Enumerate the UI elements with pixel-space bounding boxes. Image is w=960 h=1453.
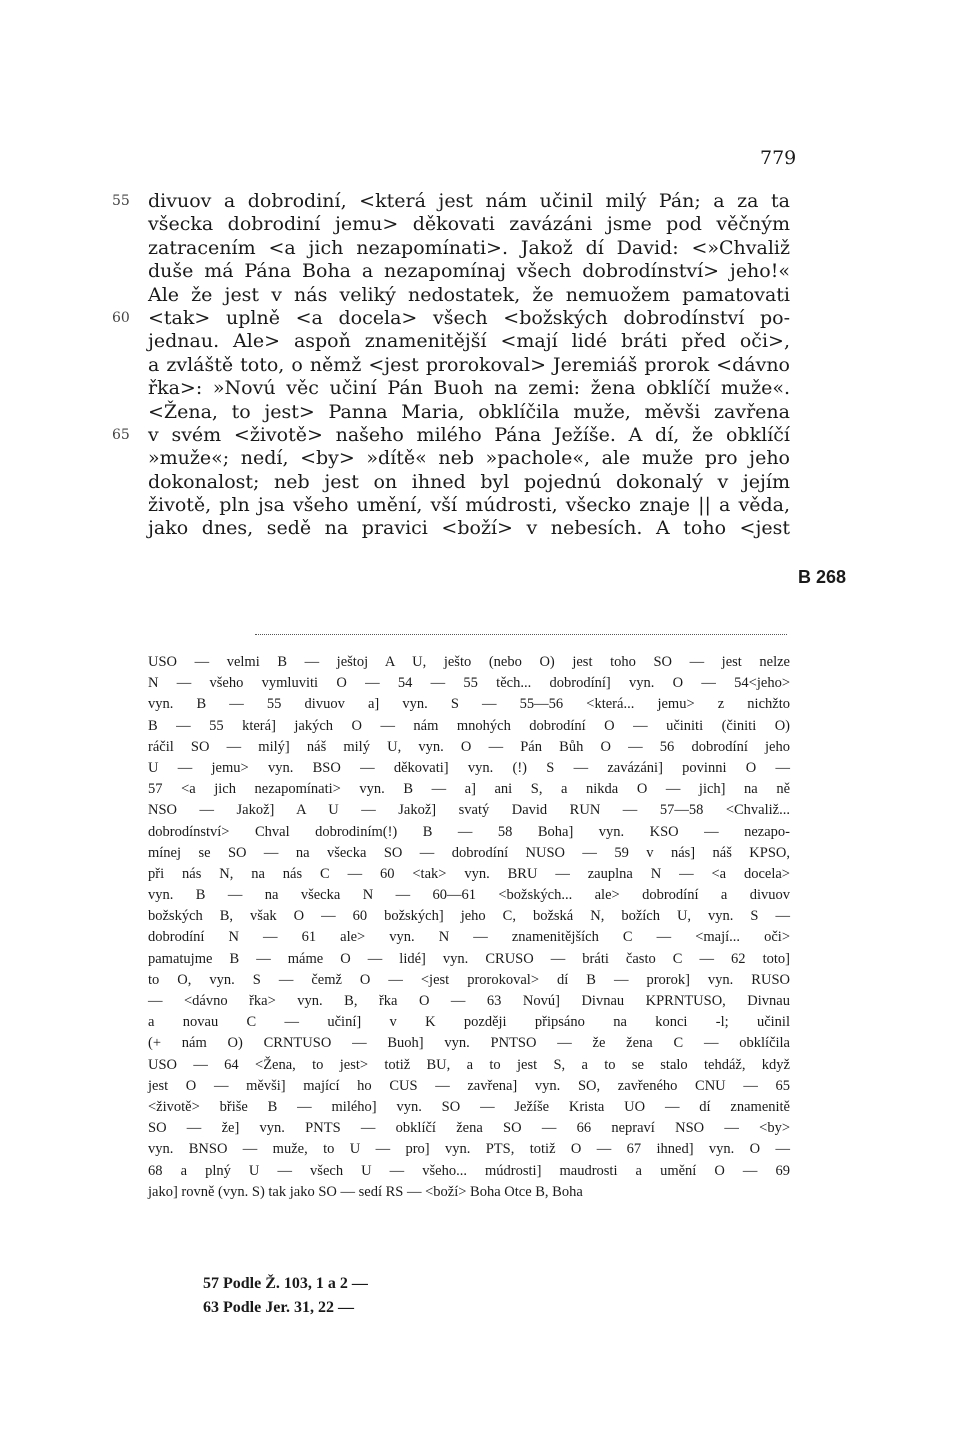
apparatus-line: SO — že] vyn. PNTS — obklíčí žena SO — 66 nepraví NSO — <by> [148,1120,790,1137]
line-number: 55 [112,193,130,209]
line-text: jako dnes, sedě na pravici <boží> v nebesích. A toho <jest [148,517,790,540]
text-line [112,423,790,447]
apparatus-line: USO — 64 <Žena, to jest> totiž BU, a to jest S, a to se stalo tehdáž, když [148,1056,790,1073]
apparatus-line: 57 <a jich nezapomínati> vyn. B — a] ani S, a nikda O — jich] na ně [148,781,790,798]
apparatus-line: vyn. BNSO — muže, to U — pro] vyn. PTS, totiž O — 67 ihned] vyn. O — [148,1141,790,1158]
line-text: dokonalost; neb jest on ihned byl pojednú dokonalý v jejím [148,470,790,493]
line-text: zatracením <a jich nezapomínati>. Jakož dí David: <»Chvaliž [148,236,790,259]
line-number: 60 [112,309,130,326]
source-note: 57 Podle Ž. 103, 1 a 2 — [203,1275,368,1292]
line-text: řka>: »Novú věc učiní Pán Buoh na zemi: žena obklíčí muže«. [148,377,790,400]
critical-apparatus [148,652,790,1203]
apparatus-line: 68 a plný U — všech U — všeho... múdrosti] maudrosti a umění O — 69 [148,1162,790,1179]
apparatus-line: <životě> břiše B — milého] vyn. SO — Ježíše Krista UO — dí znamenitě [148,1098,790,1115]
apparatus-line: pamatujme B — máme O — lidé] vyn. CRUSO — bráti často C — 62 toto] [148,950,790,967]
apparatus-line: mínej se SO — na všecka SO — dobrodíní NUSO — 59 v nás] náš KPSO, [148,844,790,861]
line-text: <Žena, to jest> Panna Maria, obklíčila muže, měvši zavřena [148,400,790,423]
margin-sigla: B 268 [798,567,847,587]
apparatus-line: USO — velmi B — ještoj A U, ješto (nebo O) jest toho SO — jest nelze [148,654,790,670]
apparatus-line: N — všeho vymluviti O — 54 — 55 těch... dobrodíní] vyn. O — 54<jeho> [148,675,790,692]
line-text: všecka dobrodiní jemu> děkovati zavázáni jsme pod věčným [148,213,790,236]
text-line [112,306,790,330]
apparatus-line: B — 55 která] jakých O — nám mnohých dobrodíní O — učiniti (činiti O) [148,717,790,734]
text-line [148,471,790,494]
apparatus-line: ráčil SO — milý] náš milý U, vyn. O — Pán Bůh O — 56 dobrodíní jeho [148,738,790,755]
apparatus-line: a novau C — učiní] v K později připsáno na konci -l; učinil [148,1014,790,1031]
text-line [148,237,790,260]
apparatus-line: (+ nám O) CRNTUSO — Buoh] vyn. PNTSO — že žena C — obklíčila [148,1035,790,1052]
apparatus-line: vyn. B — 55 divuov a] vyn. S — 55—56 <která... jemu> z nichžto [148,696,790,713]
apparatus-line: božských B, však O — 60 božských] jeho C, božská N, božích U, vyn. S — [148,908,790,925]
apparatus-line: dobrodíní N — 61 ale> vyn. N — znamenitějších C — <mají... oči> [148,929,790,946]
text-line [148,354,790,377]
line-text: jednau. Ale> aspoň znamenitější <mají lidé bráti před oči>, [148,330,790,353]
main-text [112,190,790,541]
text-line [148,401,790,424]
line-text: životě, pln jsa všeho umění, vší múdrosti, všecko znaje || a věda, [148,494,790,517]
apparatus-line: to O, vyn. S — čemž O — <jest prorokoval> dí B — prorok] vyn. RUSO [148,971,790,988]
apparatus-line: — <dávno řka> vyn. B, řka O — 63 Novú] Divnau KPRNTUSO, Divnau [148,993,790,1009]
text-line [148,330,790,353]
line-text: v svém <životě> našeho milého Pána Ježíše. A dí, že obklíčí [148,423,790,446]
apparatus-line: jest O — měvši] mající ho CUS — zavřena] vyn. SO, zavřeného CNU — 65 [148,1077,790,1094]
text-line [148,494,790,517]
text-line [112,190,790,213]
line-text: Ale že jest v nás veliký nedostatek, že nemuožem pamatovati [148,283,790,306]
line-number: 65 [112,426,130,443]
separator-line [255,634,787,635]
apparatus-line: jako] rovně (vyn. S) tak jako SO — sedí RS — <boží> Boha Otce B, Boha [148,1183,583,1200]
text-line [148,447,790,470]
apparatus-line: U — jemu> vyn. BSO — děkovati] vyn. (!) S — zavázáni] povinni O — [148,759,790,776]
text-line [148,260,790,283]
line-text: »muže«; nedí, <by> »dítě« neb »pachole«, ale muže pro jeho [148,447,790,470]
text-line [148,377,790,400]
line-text: duše má Pána Boha a nezapomínaj všech dobrodínství> jeho!« [148,260,790,283]
text-line [148,213,790,236]
apparatus-line: při nás N, na nás C — 60 <tak> vyn. BRU — zauplna N — <a docela> [148,865,790,882]
line-text: divuov a dobrodiní, <která jest nám učinil milý Pán; a za ta [148,190,790,212]
line-text: a zvláště toto, o němž <jest prorokoval> Jeremiáš prorok <dávno [148,353,790,376]
apparatus-line: dobrodínství> Chval dobrodiním(!) B — 58 Boha] vyn. KSO — nezapo- [148,823,790,840]
apparatus-line: vyn. B — na všecka N — 60—61 <božských... ale> dobrodíní a divuov [148,887,790,904]
page-number: 779 [760,147,797,169]
text-line [148,284,790,307]
apparatus-line: NSO — Jakož] A U — Jakož] svatý David RUN — 57—58 <Chvaliž... [148,802,790,819]
source-note: 63 Podle Jer. 31, 22 — [203,1299,354,1316]
text-line [148,517,790,540]
line-text: <tak> uplně <a docela> všech <božských dobrodínství po- [148,306,790,329]
source-notes [203,1272,368,1320]
